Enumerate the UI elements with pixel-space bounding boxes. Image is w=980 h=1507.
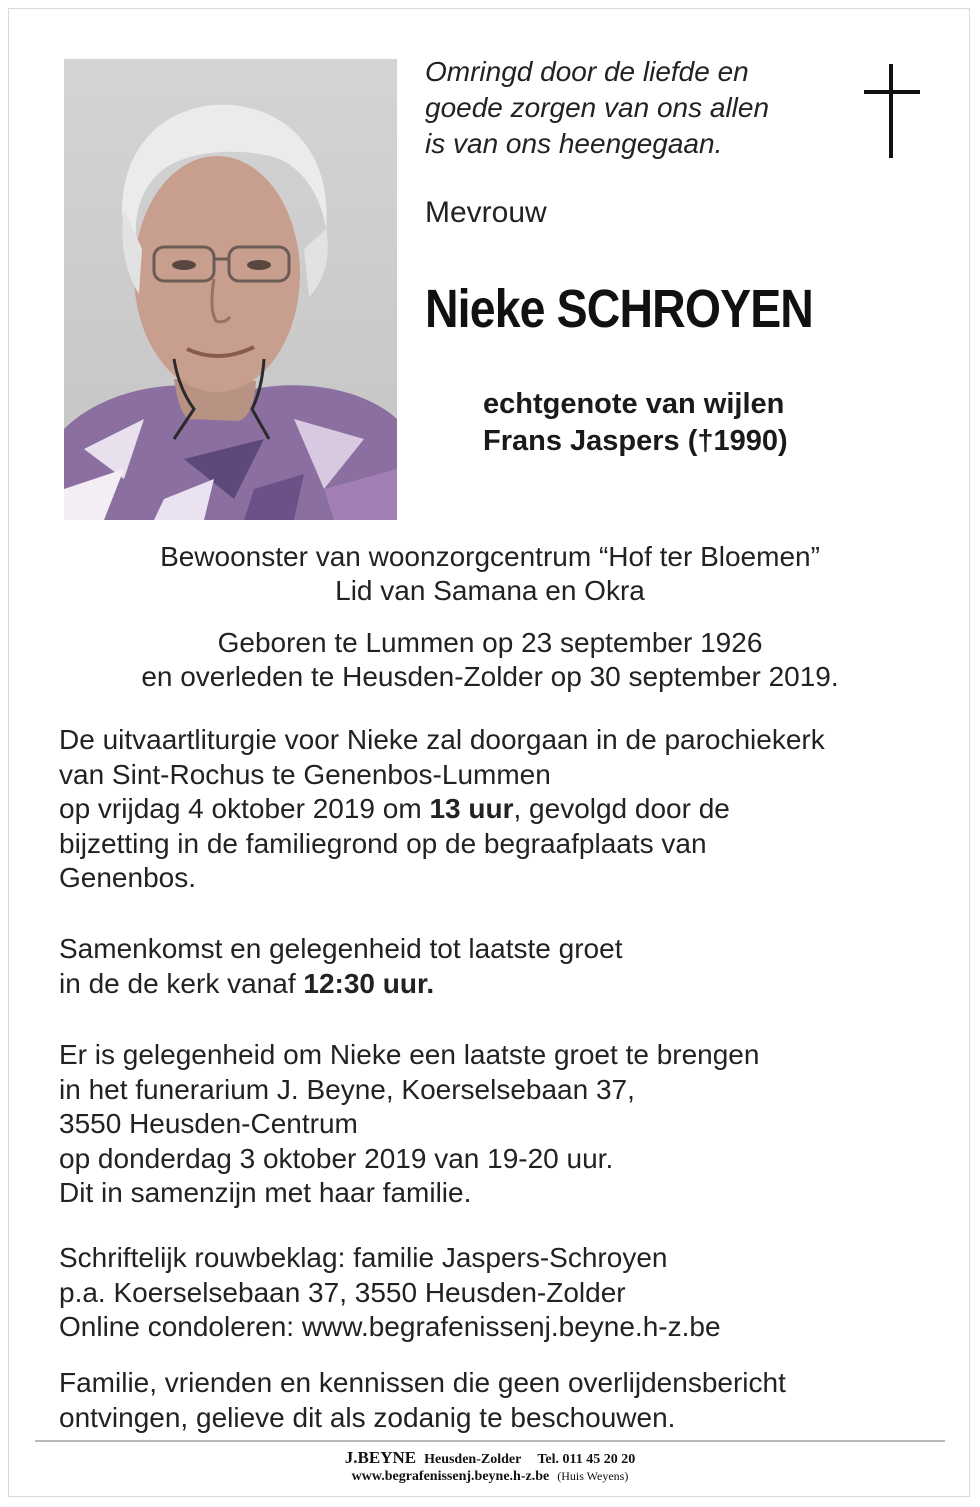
residence-info [0,540,980,608]
spouse-line: echtgenote van wijlen [483,388,785,420]
life-line: en overleden te Heusden-Zolder op 30 september 2019. [141,661,839,692]
footer-brand-line [0,1448,980,1468]
deceased-name: Nieke SCHROYEN [425,279,813,339]
notice-line: ontvingen, gelieve dit als zodanig te beschouwen. [59,1401,676,1433]
visitation-line: op donderdag 3 oktober 2019 van 19-20 uur. [59,1142,614,1174]
funeral-home-location: Heusden-Zolder [424,1452,522,1467]
funeral-line: van Sint-Rochus te Genenbos-Lummen [59,758,551,790]
visitation-info [59,1038,939,1211]
visitation-line: Dit in samenzijn met haar familie. [59,1177,472,1208]
intro-line: Omringd door de liefde en [425,56,749,87]
funeral-line [59,792,939,827]
footer-divider [35,1440,945,1442]
portrait-photo [64,59,397,520]
portrait-illustration [64,59,397,520]
visitation-line: 3550 Heusden-Centrum [59,1108,358,1139]
gathering-line: Samenkomst en gelegenheid tot laatste groet [59,933,623,964]
funeral-time: 13 uur [429,793,514,824]
condolence-line: p.a. Koerselsebaan 37, 3550 Heusden-Zolder [59,1276,626,1308]
intro-line: goede zorgen van ons allen [425,92,770,123]
salutation: Mevrouw [425,196,547,229]
funeral-line: Genenbos. [59,862,196,893]
gathering-place: in de de kerk vanaf [59,967,304,999]
funeral-home-phone: Tel. 011 45 20 20 [537,1452,636,1467]
intro-text [425,54,845,162]
funeral-home-house: (Huis Weyens) [557,1469,629,1483]
notice-line: Familie, vrienden en kennissen die geen overlijdensbericht [59,1367,786,1398]
gathering-info [59,932,939,1001]
funeral-line-end: , gevolgd door de [513,793,730,824]
gathering-time: 12:30 uur. [303,967,435,999]
gathering-line [59,967,939,1002]
intro-line: is van ons heengegaan. [425,128,723,159]
spouse-line: Frans Jaspers (†1990) [483,425,788,457]
funeral-home-website: www.begrafenissenj.beyne.h-z.be [351,1469,550,1484]
spouse-info [483,386,788,460]
life-line: Geboren te Lummen op 23 september 1926 [217,627,763,658]
funeral-line: De uitvaartliturgie voor Nieke zal doorgaan in de parochiekerk [59,724,825,755]
condolence-info [59,1241,939,1345]
footer-web-line [0,1467,980,1485]
funeral-date: op vrijdag 4 oktober 2019 om [59,793,430,824]
funeral-line: bijzetting in de familiegrond op de begraafplaats van [59,827,707,859]
funeral-home-name: J.BEYNE [344,1448,417,1467]
funeral-info [59,723,939,896]
residence-line: Bewoonster van woonzorgcentrum “Hof ter Bloemen” [160,541,820,572]
life-dates [0,626,980,694]
residence-line: Lid van Samana en Okra [335,575,645,606]
notice-info [59,1366,939,1435]
visitation-line: in het funerarium J. Beyne, Koerselsebaan 37, [59,1073,635,1105]
condolence-line: Schriftelijk rouwbeklag: familie Jaspers-Schroyen [59,1242,668,1273]
cross-icon [864,64,920,158]
condolence-line: Online condoleren: www.begrafenissenj.beyne.h-z.be [59,1311,721,1342]
visitation-line: Er is gelegenheid om Nieke een laatste groet te brengen [59,1039,760,1070]
